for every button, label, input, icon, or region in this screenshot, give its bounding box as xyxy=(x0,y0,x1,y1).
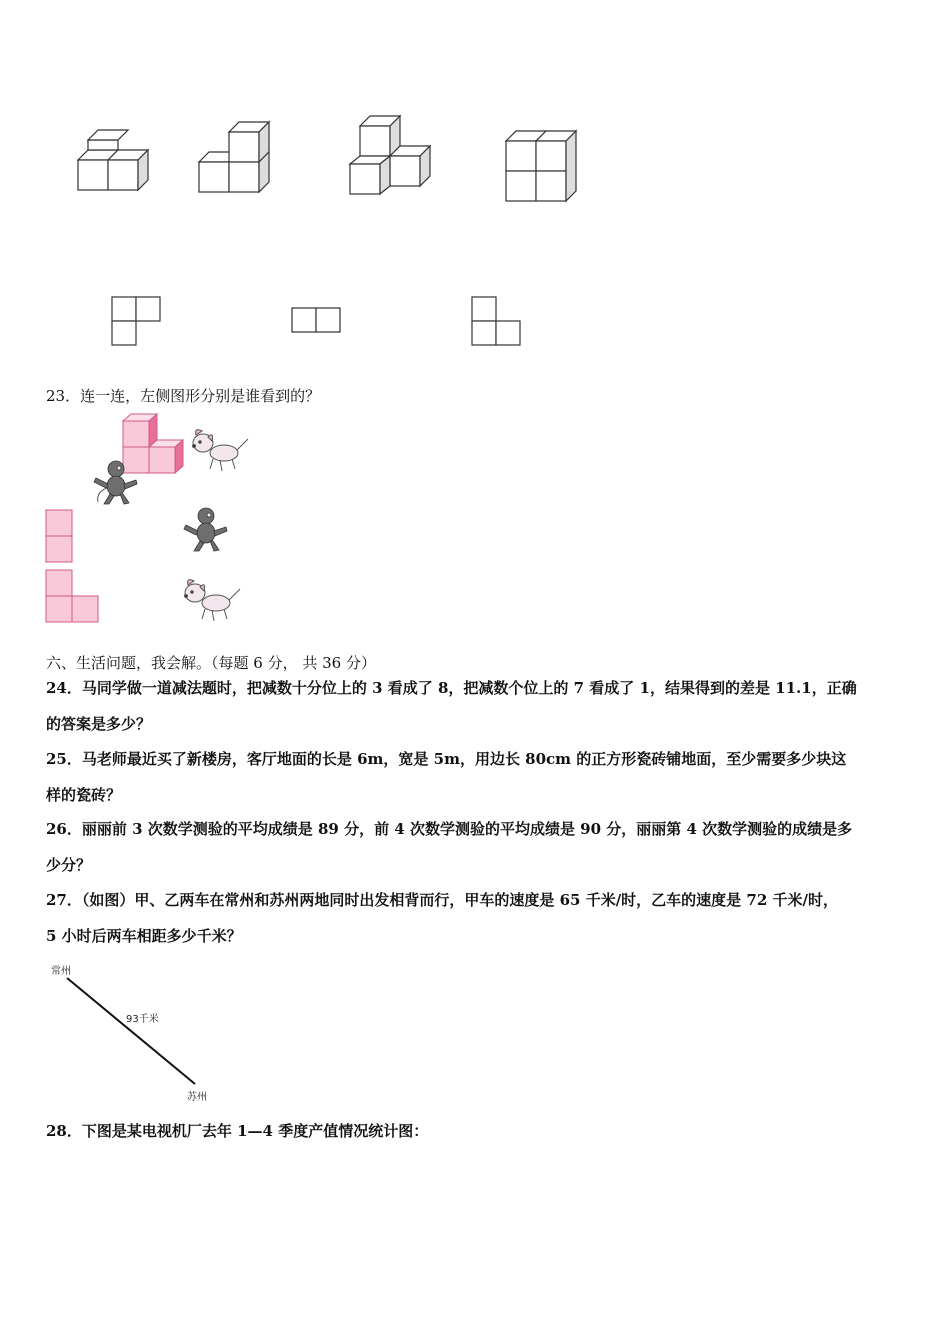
section-6-heading: 六、生活问题，我会解。（每题 6 分， 共 36 分） xyxy=(46,654,376,672)
question-26-line-1: 26．丽丽前 3 次数学测验的平均成绩是 89 分，前 4 次数学测验的平均成绩是 90 分，丽丽第 4 次数学测验的成绩是多 xyxy=(46,820,853,838)
question-26-line-2: 少分？ xyxy=(46,856,92,874)
question-27-line-2: 5 小时后两车相距多少千米？ xyxy=(46,927,242,945)
monkey-icon-2 xyxy=(180,505,232,553)
pink-view-vertical xyxy=(44,508,76,564)
city-changzhou-label: 常州 xyxy=(51,966,71,977)
view-shape-3 xyxy=(470,295,525,350)
question-25-line-1: 25．马老师最近买了新楼房，客厅地面的长是 6m，宽是 5m，用边长 80cm 的正方形瓷砖铺地面，至少需要多少块这 xyxy=(46,750,847,768)
question-24-line-1: 24．马同学做一道减法题时，把减数十分位上的 3 看成了 8，把减数个位上的 7 看成了 1，结果得到的差是 11.1，正确 xyxy=(46,679,857,697)
city-suzhou-label: 苏州 xyxy=(187,1092,207,1103)
question-23: 23．连一连，左侧图形分别是谁看到的？ xyxy=(46,387,321,405)
route-line xyxy=(67,978,195,1084)
dog-icon xyxy=(188,425,250,475)
cube-figure-2 xyxy=(195,120,280,200)
cube-figure-3 xyxy=(348,112,438,202)
question-24-line-2: 的答案是多少？ xyxy=(46,715,152,733)
question-27-line-1: 27．（如图）甲、乙两车在常州和苏州两地同时出发相背而行，甲车的速度是 65 千米/时，乙车的速度是 72 千米/时， xyxy=(46,891,838,909)
pink-view-l-shape xyxy=(44,568,102,624)
question-28: 28．下图是某电视机厂去年 1—4 季度产值情况统计图： xyxy=(46,1122,429,1140)
cube-figure-1 xyxy=(70,130,160,200)
question-25-line-2: 样的瓷砖？ xyxy=(46,786,122,804)
view-shape-1 xyxy=(110,295,165,350)
view-shape-2 xyxy=(290,306,345,338)
distance-diagram xyxy=(45,960,225,1105)
cube-figure-4 xyxy=(500,125,585,205)
distance-label: 93千米 xyxy=(126,1014,159,1025)
monkey-icon xyxy=(90,458,142,506)
dog-icon-2 xyxy=(180,575,242,625)
